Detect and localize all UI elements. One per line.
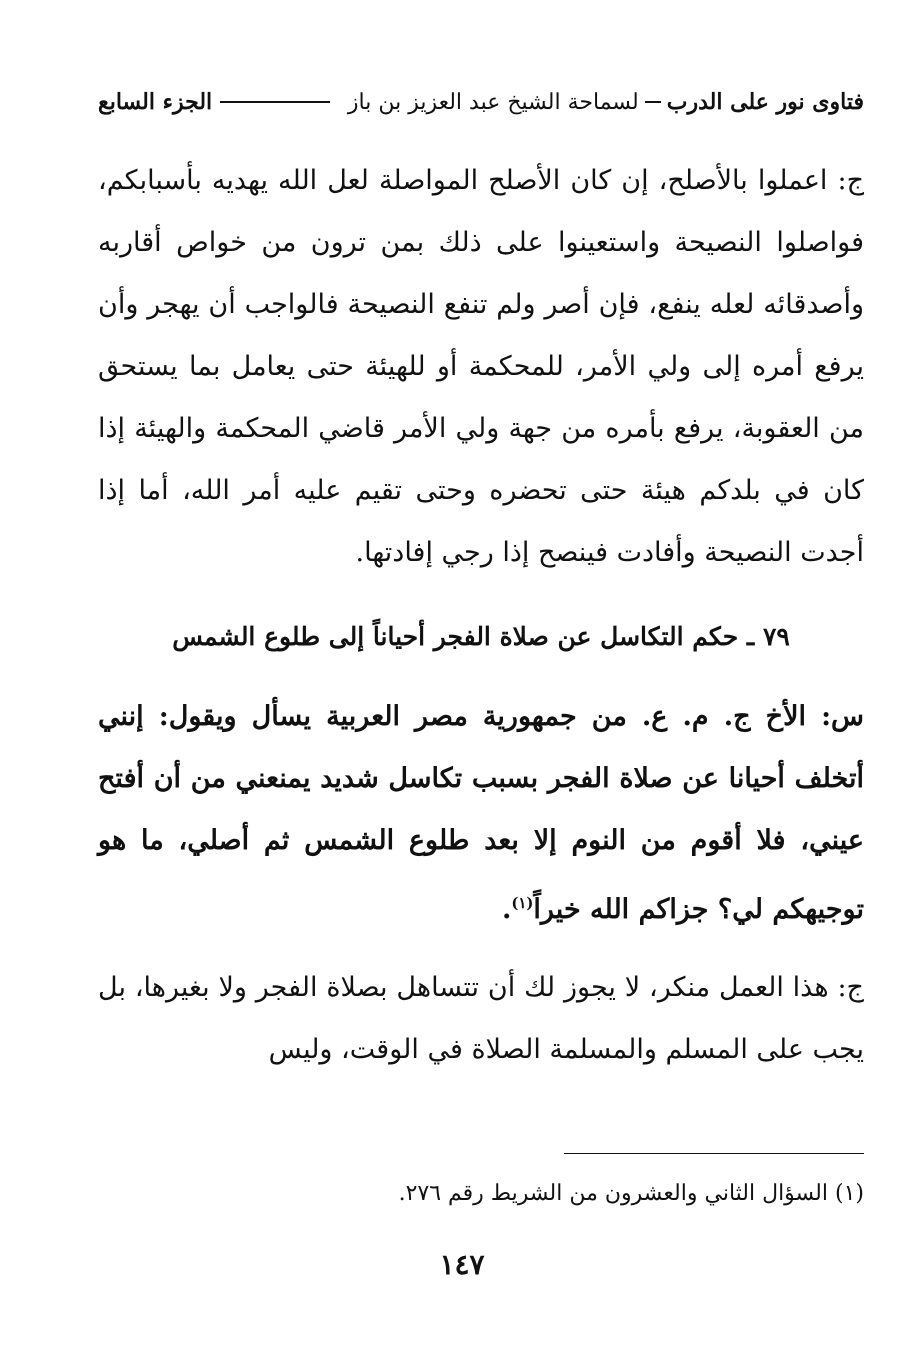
question-paragraph: س: الأخ ج. م. ع. من جمهورية مصر العربية يسأل ويقول: إنني أتخلف أحيانا عن صلاة الفجر بسبب تكاسل شديد يمنعني من أن أفتح عيني، فلا أقوم من النوم إلا بعد طلوع الشمس ثم أصلي، ما هو توجيهكم لي؟ جزاكم الله خيراً$^{(١)}$. — [98, 701, 864, 925]
header-separator — [645, 101, 661, 103]
footnote-divider — [564, 1153, 864, 1154]
answer-paragraph-2: ج: هذا العمل منكر، لا يجوز لك أن تتساهل بصلاة الفجر ولا بغيرها، بل يجب على المسلم والمسلمة الصلاة في الوقت، وليس — [98, 972, 864, 1065]
header-separator-long — [220, 101, 330, 103]
footnote: (١) السؤال الثاني والعشرون من الشريط رقم ٢٧٦. — [398, 1181, 864, 1206]
running-header — [98, 80, 864, 124]
footnote-reference: (١) — [511, 894, 534, 912]
header-book-title: فتاوى نور على الدرب — [666, 89, 864, 115]
page-number: ١٤٧ — [439, 1248, 485, 1281]
header-author: لسماحة الشيخ عبد العزيز بن باز — [347, 89, 639, 115]
header-volume: الجزء السابع — [98, 89, 213, 115]
question-text: س: الأخ ج. م. ع. من جمهورية مصر العربية يسأل ويقول: إنني أتخلف أحيانا عن صلاة الفجر بسبب تكاسل شديد يمنعني من أن أفتح عيني، فلا أقوم من النوم إلا بعد طلوع الشمس ثم أصلي، ما هو توجيهكم لي؟ جزاكم الله خيراً — [98, 701, 864, 925]
fatwa-title: ٧٩ ـ حكم التكاسل عن صلاة الفجر أحياناً إلى طلوع الشمس — [172, 622, 790, 651]
answer-paragraph: ج: اعملوا بالأصلح، إن كان الأصلح المواصلة لعل الله يهديه بأسبابكم، فواصلوا النصيحة واستعينوا على ذلك بمن ترون من خواص أقاربه وأصدقائه لعله ينفع، فإن أصر ولم تنفع النصيحة فالواجب أن يهجر وأن يرفع أمره إلى ولي الأمر، للمحكمة أو للهيئة حتى يعامل بما يستحق من العقوبة، يرفع بأمره من جهة ولي الأمر قاضي المحكمة والهيئة إذا كان في بلدكم هيئة حتى تحضره وحتى تقيم عليه أمر الله، أما إذا أجدت النصيحة وأفادت فينصح إذا رجي إفادتها. — [98, 165, 864, 568]
